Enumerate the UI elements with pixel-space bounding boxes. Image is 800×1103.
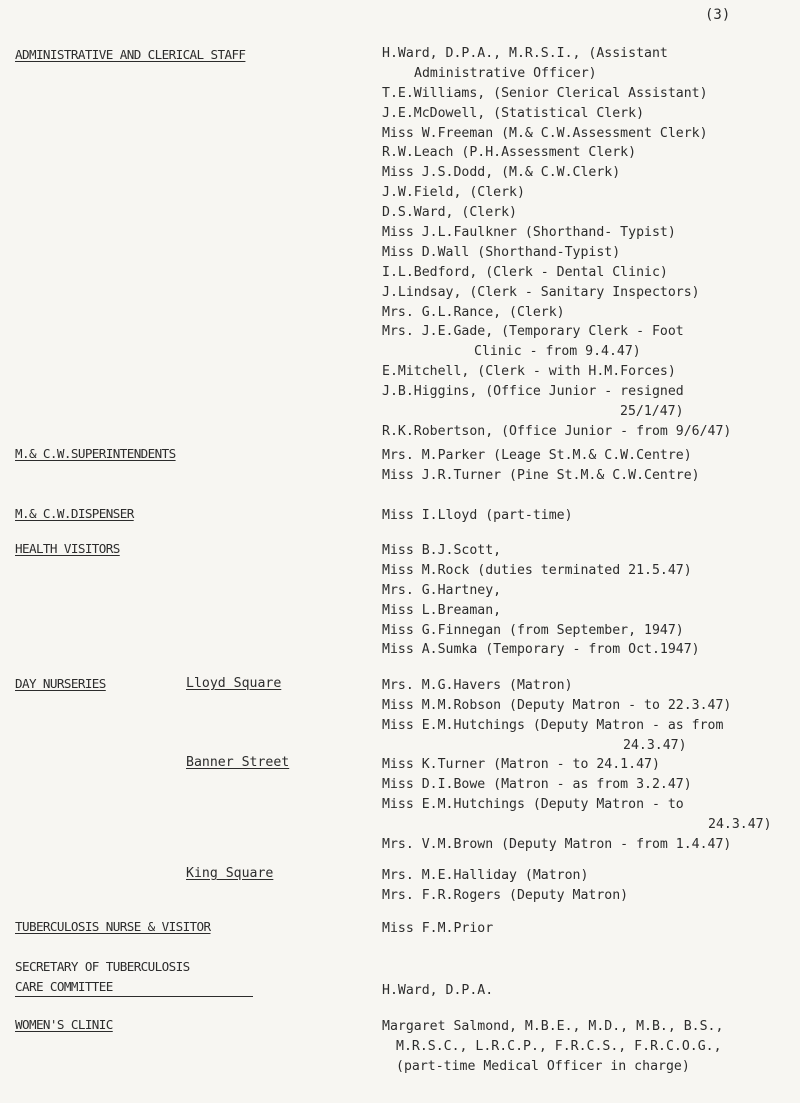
staff-list [382, 866, 800, 906]
staff-entry: Mrs. M.E.Halliday (Matron) [382, 868, 589, 883]
staff-list [382, 541, 800, 660]
staff-list [382, 676, 800, 756]
staff-entry: Mrs. V.M.Brown (Deputy Matron - from 1.4.47) [382, 836, 732, 852]
staff-entry: Mrs. M.G.Havers (Matron) [382, 678, 573, 693]
section-heading: M.& C.W.SUPERINTENDENTS [15, 446, 176, 461]
staff-entry: Miss B.J.Scott, [382, 543, 502, 558]
staff-entry: J.Lindsay, (Clerk - Sanitary Inspectors) [382, 284, 700, 300]
section-heading-line: SECRETARY OF TUBERCULOSIS [15, 959, 190, 974]
staff-entry: Mrs. F.R.Rogers (Deputy Matron) [382, 887, 629, 903]
staff-entry: Miss W.Freeman (M.& C.W.Assessment Clerk) [382, 125, 708, 141]
staff-list [382, 1017, 800, 1077]
staff-entry: T.E.Williams, (Senior Clerical Assistant) [382, 85, 708, 101]
staff-entry: Mrs. G.L.Rance, (Clerk) [382, 304, 565, 320]
staff-entry: Miss J.R.Turner (Pine St.M.& C.W.Centre) [382, 467, 700, 483]
staff-list [382, 506, 800, 526]
staff-entry: Mrs. G.Hartney, [382, 582, 502, 598]
staff-entry-continued: Clinic - from 9.4.47) [474, 344, 641, 360]
staff-entry: R.K.Robertson, (Office Junior - from 9/6/47) [382, 423, 732, 439]
staff-entry: Miss M.Rock (duties terminated 21.5.47) [382, 562, 692, 578]
staff-entry: D.S.Ward, (Clerk) [382, 205, 517, 221]
staff-entry: Miss J.L.Faulkner (Shorthand- Typist) [382, 225, 676, 241]
section-heading: DAY NURSERIES [15, 676, 106, 691]
staff-entry: Miss D.I.Bowe (Matron - as from 3.2.47) [382, 776, 692, 792]
staff-entry: Miss E.M.Hutchings (Deputy Matron - to [382, 796, 684, 812]
staff-entry: R.W.Leach (P.H.Assessment Clerk) [382, 145, 637, 161]
staff-list [382, 446, 800, 486]
staff-entry: Miss M.M.Robson (Deputy Matron - to 22.3.47) [382, 697, 732, 713]
section-heading: WOMEN'S CLINIC [15, 1017, 113, 1032]
section-heading [15, 957, 253, 997]
staff-entry: H.Ward, D.P.A., M.R.S.I., (Assistant [382, 46, 668, 61]
staff-entry: Miss K.Turner (Matron - to 24.1.47) [382, 757, 660, 772]
staff-entry: Miss E.M.Hutchings (Deputy Matron - as from [382, 717, 724, 733]
staff-entry: Mrs. J.E.Gade, (Temporary Clerk - Foot [382, 324, 684, 340]
section-heading: ADMINISTRATIVE AND CLERICAL STAFF [15, 47, 246, 62]
staff-entry: J.E.McDowell, (Statistical Clerk) [382, 105, 645, 121]
staff-entry: Miss D.Wall (Shorthand-Typist) [382, 244, 621, 260]
nursery-name: King Square [186, 866, 274, 881]
staff-entry: Miss I.Lloyd (part-time) [382, 508, 573, 523]
section-heading-line: CARE COMMITTEE [15, 978, 253, 997]
staff-entry: J.W.Field, (Clerk) [382, 185, 525, 201]
staff-entry: Miss G.Finnegan (from September, 1947) [382, 622, 684, 638]
nursery-name: Lloyd Square [186, 676, 282, 691]
staff-entry: Miss A.Sumka (Temporary - from Oct.1947) [382, 642, 700, 658]
staff-entry-continued: 25/1/47) [620, 404, 684, 420]
staff-list [382, 755, 800, 854]
section-heading: M.& C.W.DISPENSER [15, 506, 134, 521]
nursery-name: Banner Street [186, 755, 290, 770]
staff-entry: Miss L.Breaman, [382, 602, 502, 618]
staff-entry: J.B.Higgins, (Office Junior - resigned [382, 384, 684, 400]
staff-entry: I.L.Bedford, (Clerk - Dental Clinic) [382, 264, 668, 280]
section-heading: TUBERCULOSIS NURSE & VISITOR [15, 919, 211, 934]
staff-entry-continued: M.R.S.C., L.R.C.P., F.R.C.S., F.R.C.O.G., [396, 1038, 722, 1054]
staff-entry-continued: 24.3.47) [708, 816, 772, 832]
staff-entry: Miss F.M.Prior [382, 921, 494, 936]
staff-entry: Margaret Salmond, M.B.E., M.D., M.B., B.S., [382, 1019, 724, 1034]
staff-entry-continued: Administrative Officer) [414, 65, 597, 81]
staff-list [382, 44, 800, 442]
staff-entry: Mrs. M.Parker (Leage St.M.& C.W.Centre) [382, 448, 692, 463]
staff-entry-continued: 24.3.47) [623, 737, 687, 753]
page-number: (3) [705, 7, 731, 23]
staff-entry: E.Mitchell, (Clerk - with H.M.Forces) [382, 364, 676, 380]
staff-list [382, 919, 800, 939]
staff-entry: H.Ward, D.P.A. [382, 983, 494, 998]
staff-entry: Miss J.S.Dodd, (M.& C.W.Clerk) [382, 165, 621, 181]
section-heading: HEALTH VISITORS [15, 541, 120, 556]
staff-list [382, 981, 800, 1001]
staff-entry-continued: (part-time Medical Officer in charge) [396, 1058, 690, 1074]
